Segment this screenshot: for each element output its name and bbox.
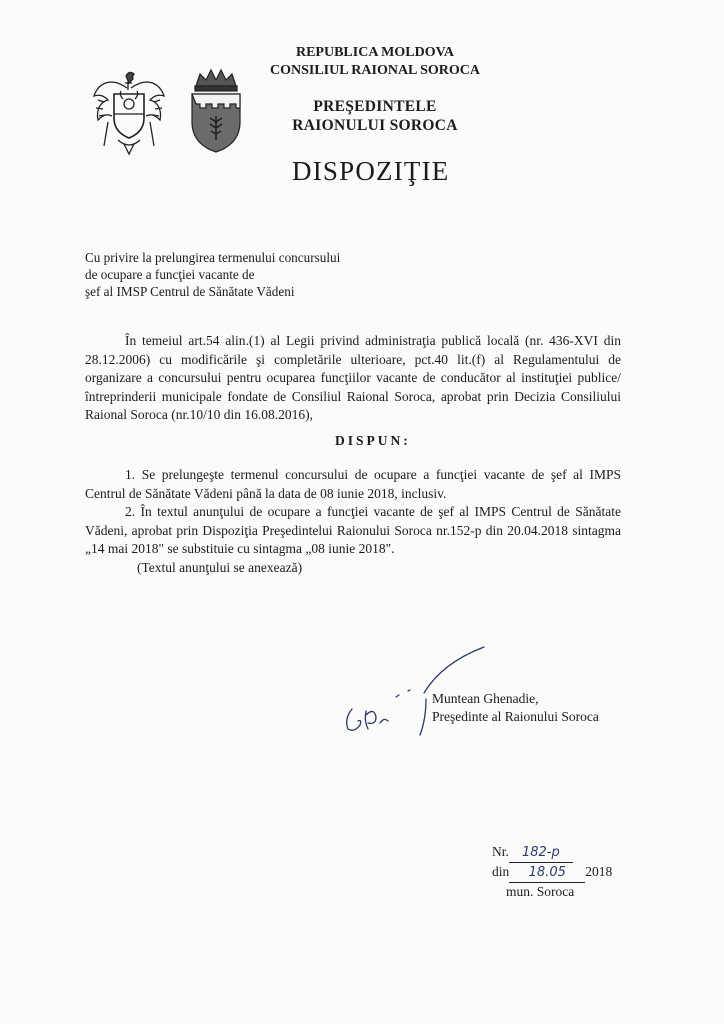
list-item: 1. Se prelungeşte termenul concursului de ocupare a funcţiei vacante de şef al IMPS Centrul de Sănătate Vădeni până la data de 08 iunie 2018, inclusiv. — [85, 467, 621, 501]
document-type: DISPOZIŢIE — [292, 156, 450, 186]
nr-value: 182-p — [509, 844, 573, 863]
registration-date-row — [492, 863, 652, 883]
place-row: mun. Soroca — [506, 884, 575, 899]
signatory-block — [432, 690, 652, 726]
registration-number-row — [492, 843, 652, 863]
council-name: CONSILIUL RAIONAL SOROCA — [269, 63, 481, 78]
subject-line: Cu privire la prelungirea termenului concursului — [85, 250, 341, 265]
country-name: REPUBLICA MOLDOVA — [295, 45, 455, 60]
subject-block — [85, 249, 415, 300]
soroca-coat-of-arms-icon — [186, 66, 246, 156]
ordered-items — [85, 466, 621, 578]
list-item: 2. În textul anunţului de ocupare a funcţiei vacante de şef al IMPS Centrul de Sănătate Vădeni, aprobat prin Dispoziţia Preşedintelui Raionului Soroca nr.152-p din 20.04.2018 sintagma „14 mai 2018" se substituie cu sintagma „08 iunie 2018". — [85, 504, 621, 557]
signatory-title: Preşedinte al Raionului Soroca — [432, 709, 599, 724]
preamble-text: În temeiul art.54 alin.(1) al Legii privind administraţia publică locală (nr. 436-XVI din 28.12.2006) cu modificările şi completările ulterioare, pct.40 lit.(f) al Regulamentului de organizare a concursului pentru ocuparea funcţiilor vacante de conducător al instituţiei publice/întreprinderii municipale fondate de Consiliul Raional Soroca, aprobat prin Decizia Consiliului Raional Soroca (nr.10/10 din 16.08.2016), — [85, 333, 621, 423]
signatory-name: Muntean Ghenadie, — [432, 691, 539, 706]
preamble — [85, 332, 621, 425]
subject-line: şef al IMSP Centrul de Sănătate Vădeni — [85, 284, 295, 299]
date-value: 18.05 — [509, 864, 585, 883]
office-title-line1: PREŞEDINTELE — [313, 98, 437, 115]
subject-line: de ocupare a funcţiei vacante de — [85, 267, 255, 282]
nr-label: Nr. — [492, 844, 509, 859]
registration-block — [492, 843, 652, 901]
dispun-heading: DISPUN: — [335, 433, 411, 448]
year-value: 2018 — [585, 864, 613, 879]
office-title-line2: RAIONULUI SOROCA — [292, 117, 458, 134]
din-label: din — [492, 864, 510, 879]
moldova-coat-of-arms-icon — [90, 66, 168, 158]
annex-note: (Textul anunţului se anexează) — [137, 559, 303, 575]
